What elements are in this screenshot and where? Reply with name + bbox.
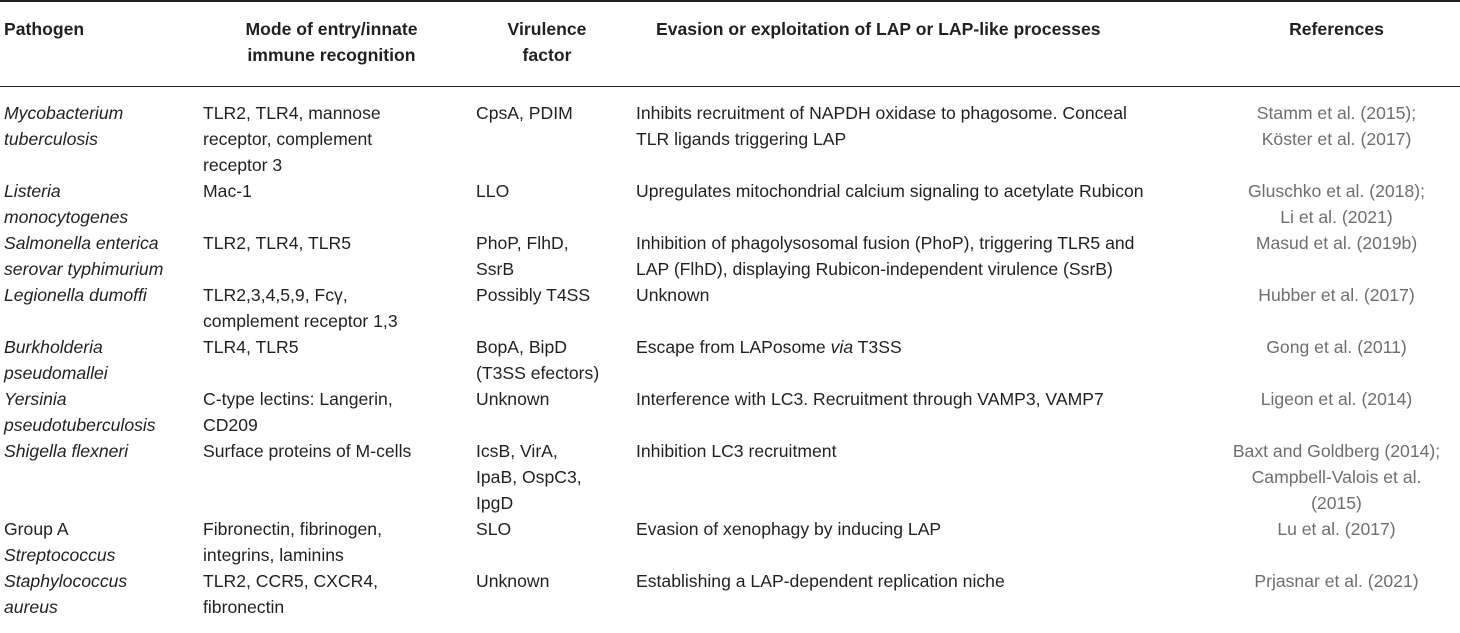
header-evasion — [626, 1, 1213, 87]
virulence-factor-line: SLO — [476, 519, 512, 539]
header-mode-line-2: immune recognition — [247, 45, 416, 65]
header-evasion-text: Evasion or exploitation of LAP or LAP-like processes — [656, 19, 1101, 39]
mode-of-entry-line: TLR2, TLR4, TLR5 — [203, 233, 351, 253]
pathogen-name-line: Legionella dumoffi — [4, 285, 147, 305]
table-row — [0, 87, 1460, 179]
evasion-line: Interference with LC3. Recruitment through VAMP3, VAMP7 — [636, 389, 1104, 409]
evasion-line: Establishing a LAP-dependent replication niche — [636, 571, 1005, 591]
evasion-cell — [626, 282, 1213, 334]
evasion-line: Inhibits recruitment of NAPDH oxidase to phagosome. Conceal — [636, 103, 1127, 123]
mode-of-entry-cell — [195, 178, 468, 230]
evasion-text-part: T3SS — [853, 337, 902, 357]
evasion-cell — [626, 87, 1213, 179]
mode-of-entry-cell — [195, 568, 468, 620]
virulence-factor-line: LLO — [476, 181, 510, 201]
mode-of-entry-cell — [195, 87, 468, 179]
references-cell — [1213, 178, 1460, 230]
table-row — [0, 568, 1460, 620]
mode-of-entry-cell — [195, 438, 468, 516]
pathogen-cell — [0, 568, 195, 620]
pathogen-name-line: Yersinia — [4, 389, 67, 409]
virulence-factor-line: Unknown — [476, 571, 550, 591]
pathogen-name-line: Listeria — [4, 181, 61, 201]
virulence-factor-line: IpaB, OspC3, — [476, 467, 582, 487]
evasion-cell — [626, 568, 1213, 620]
mode-of-entry-line: Mac-1 — [203, 181, 252, 201]
pathogen-cell — [0, 438, 195, 516]
pathogen-name-line: pseudomallei — [4, 363, 108, 383]
header-mode-line-1: Mode of entry/innate — [245, 19, 418, 39]
pathogen-name-line: Salmonella enterica — [4, 233, 159, 253]
reference-link[interactable]: Köster et al. (2017) — [1261, 129, 1412, 149]
virulence-factor-line: PhoP, FlhD, — [476, 233, 569, 253]
pathogen-cell — [0, 386, 195, 438]
evasion-cell — [626, 178, 1213, 230]
virulence-factor-cell — [468, 87, 626, 179]
references-cell — [1213, 568, 1460, 620]
mode-of-entry-cell — [195, 230, 468, 282]
mode-of-entry-line: TLR2, CCR5, CXCR4, — [203, 571, 379, 591]
evasion-line: TLR ligands triggering LAP — [636, 129, 847, 149]
mode-of-entry-line: complement receptor 1,3 — [203, 311, 398, 331]
reference-link[interactable]: Masud et al. (2019b) — [1255, 233, 1418, 253]
virulence-factor-cell — [468, 230, 626, 282]
references-cell — [1213, 438, 1460, 516]
evasion-line: Evasion of xenophagy by inducing LAP — [636, 519, 942, 539]
virulence-factor-line: CpsA, PDIM — [476, 103, 573, 123]
virulence-factor-line: Unknown — [476, 389, 550, 409]
table-body — [0, 87, 1460, 621]
reference-link[interactable]: Baxt and Goldberg (2014); — [1232, 441, 1441, 461]
mode-of-entry-line: Fibronectin, fibrinogen, — [203, 519, 382, 539]
pathogen-name-line: Streptococcus — [4, 545, 116, 565]
virulence-factor-line: IpgD — [476, 493, 514, 513]
virulence-factor-cell — [468, 568, 626, 620]
evasion-line: Inhibition LC3 recruitment — [636, 441, 837, 461]
header-mode-of-entry — [195, 1, 468, 87]
mode-of-entry-line: receptor 3 — [203, 155, 283, 175]
evasion-cell — [626, 438, 1213, 516]
pathogen-name-line: Group A — [4, 519, 69, 539]
virulence-factor-cell — [468, 178, 626, 230]
header-references-text: References — [1289, 19, 1384, 39]
evasion-cell — [626, 516, 1213, 568]
mode-of-entry-line: TLR2, TLR4, mannose — [203, 103, 381, 123]
pathogen-name-line: Burkholderia — [4, 337, 103, 357]
virulence-factor-cell — [468, 516, 626, 568]
mode-of-entry-line: C-type lectins: Langerin, — [203, 389, 393, 409]
pathogen-name-line: pseudotuberculosis — [4, 415, 156, 435]
mode-of-entry-line: receptor, complement — [203, 129, 373, 149]
virulence-factor-cell — [468, 438, 626, 516]
virulence-factor-line: BopA, BipD — [476, 337, 567, 357]
mode-of-entry-line: Surface proteins of M-cells — [203, 441, 412, 461]
evasion-line: Inhibition of phagolysosomal fusion (PhoP), triggering TLR5 and — [636, 233, 1135, 253]
header-row — [0, 1, 1460, 87]
reference-link[interactable]: Ligeon et al. (2014) — [1260, 389, 1413, 409]
pathogen-cell — [0, 516, 195, 568]
reference-link[interactable]: Prjasnar et al. (2021) — [1254, 571, 1419, 591]
pathogen-cell — [0, 282, 195, 334]
pathogen-name-line: aureus — [4, 597, 58, 617]
pathogen-cell — [0, 87, 195, 179]
evasion-line: LAP (FlhD), displaying Rubicon-independent virulence (SsrB) — [636, 259, 1113, 279]
mode-of-entry-cell — [195, 516, 468, 568]
references-cell — [1213, 230, 1460, 282]
virulence-factor-cell — [468, 282, 626, 334]
reference-link[interactable]: Stamm et al. (2015); — [1256, 103, 1417, 123]
evasion-line — [636, 334, 1213, 360]
virulence-factor-line: SsrB — [476, 259, 515, 279]
reference-link[interactable]: (2015) — [1311, 493, 1362, 513]
table-row — [0, 438, 1460, 516]
mode-of-entry-line: integrins, laminins — [203, 545, 344, 565]
evasion-cell — [626, 334, 1213, 386]
header-references — [1213, 1, 1460, 87]
table-row — [0, 230, 1460, 282]
header-pathogen-text: Pathogen — [4, 19, 85, 39]
table-row — [0, 282, 1460, 334]
pathogen-cell — [0, 178, 195, 230]
evasion-line: Upregulates mitochondrial calcium signaling to acetylate Rubicon — [636, 181, 1144, 201]
header-pathogen — [0, 1, 195, 87]
pathogen-cell — [0, 230, 195, 282]
evasion-cell — [626, 386, 1213, 438]
evasion-line: Unknown — [636, 285, 710, 305]
virulence-factor-line: IcsB, VirA, — [476, 441, 558, 461]
evasion-text-part: Escape from LAPosome — [636, 337, 831, 357]
table-row — [0, 386, 1460, 438]
pathogen-name-line: Staphylococcus — [4, 571, 128, 591]
reference-link[interactable]: Hubber et al. (2017) — [1258, 285, 1415, 305]
references-cell — [1213, 87, 1460, 179]
references-cell — [1213, 386, 1460, 438]
virulence-factor-cell — [468, 386, 626, 438]
virulence-factor-line: Possibly T4SS — [476, 285, 591, 305]
table-header — [0, 1, 1460, 87]
reference-link[interactable]: Gong et al. (2011) — [1266, 337, 1407, 357]
header-virulence-line-1: Virulence — [507, 19, 587, 39]
mode-of-entry-cell — [195, 334, 468, 386]
table-row — [0, 334, 1460, 386]
reference-link[interactable]: Gluschko et al. (2018); — [1247, 181, 1425, 201]
header-virulence-factor — [468, 1, 626, 87]
header-virulence-line-2: factor — [522, 45, 572, 65]
references-cell — [1213, 282, 1460, 334]
pathogen-cell — [0, 334, 195, 386]
virulence-factor-line: (T3SS efectors) — [476, 363, 600, 383]
mode-of-entry-cell — [195, 386, 468, 438]
pathogen-name-line: serovar typhimurium — [4, 259, 164, 279]
table-row — [0, 178, 1460, 230]
pathogen-name-line: monocytogenes — [4, 207, 129, 227]
mode-of-entry-cell — [195, 282, 468, 334]
evasion-cell — [626, 230, 1213, 282]
mode-of-entry-line: CD209 — [203, 415, 258, 435]
mode-of-entry-line: fibronectin — [203, 597, 285, 617]
references-cell — [1213, 516, 1460, 568]
pathogen-name-line: Shigella flexneri — [4, 441, 129, 461]
mode-of-entry-line: TLR4, TLR5 — [203, 337, 299, 357]
pathogen-name-line: tuberculosis — [4, 129, 98, 149]
evasion-text-part: via — [830, 337, 854, 357]
mode-of-entry-line: TLR2,3,4,5,9, Fcγ, — [203, 285, 348, 305]
table-row — [0, 516, 1460, 568]
reference-link[interactable]: Campbell-Valois et al. — [1251, 467, 1422, 487]
reference-link[interactable]: Lu et al. (2017) — [1277, 519, 1396, 539]
pathogen-name-line: Mycobacterium — [4, 103, 124, 123]
virulence-factor-cell — [468, 334, 626, 386]
reference-link[interactable]: Li et al. (2021) — [1280, 207, 1393, 227]
references-cell — [1213, 334, 1460, 386]
